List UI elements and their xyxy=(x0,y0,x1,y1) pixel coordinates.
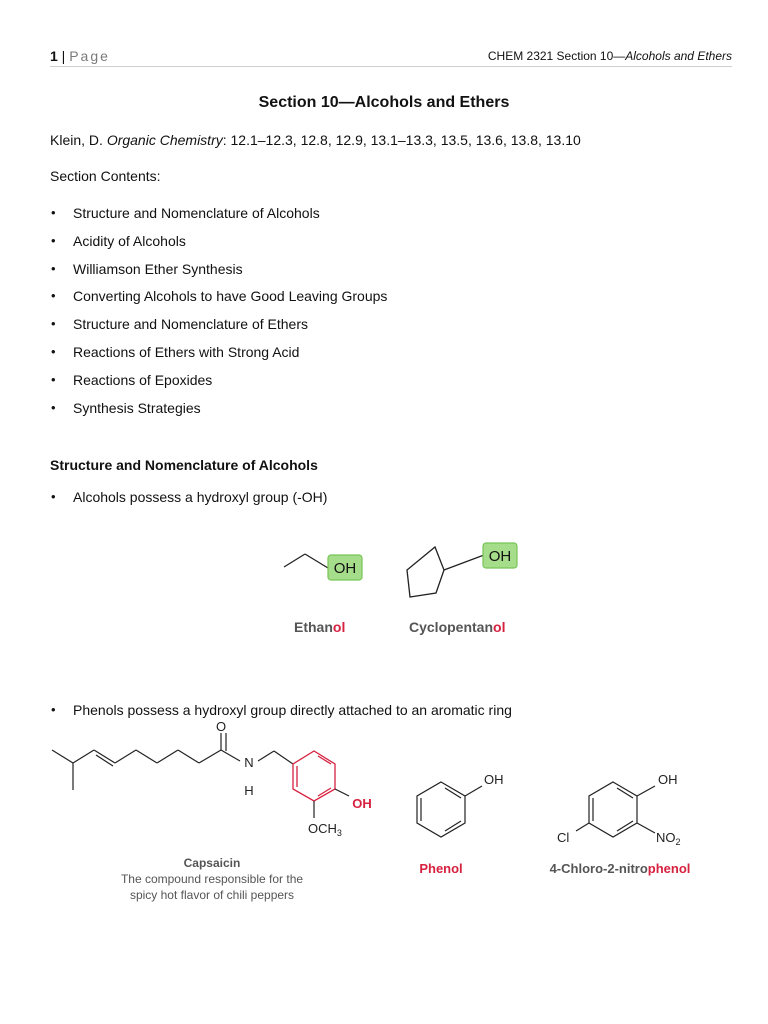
cyclopentanol-name: Cyclopentanol xyxy=(409,619,506,635)
methoxy-label: $OCH_3$ xyxy=(308,821,342,838)
amide-h-label: H xyxy=(244,783,254,798)
list-item: • Williamson Ether Synthesis xyxy=(50,260,387,288)
capsaicin-description-2: spicy hot flavor of chili peppers xyxy=(129,888,295,902)
course-header: CHEM 2321 Section 10—Alcohols and Ethers xyxy=(487,49,732,63)
list-item: • Acidity of Alcohols xyxy=(50,232,387,260)
nitro-label: $NO_2$ xyxy=(656,830,681,847)
alcohol-structures-figure xyxy=(270,535,530,645)
phenol-structures-figure xyxy=(0,715,768,915)
capsaicin-name: Capsaicin xyxy=(183,856,241,870)
alcohols-bullet: • Alcohols possess a hydroxyl group (-OH) xyxy=(50,489,327,505)
cyclopentanol-oh-label: OH xyxy=(488,548,512,565)
page-title: Section 10—Alcohols and Ethers xyxy=(258,94,510,111)
carbonyl-o-label: O xyxy=(215,719,227,734)
list-item: • Structure and Nomenclature of Ethers xyxy=(50,315,387,343)
phenol-oh-label: OH xyxy=(484,772,504,787)
nitrophenol-oh-label: OH xyxy=(658,772,678,787)
phenol-name: Phenol xyxy=(419,861,463,876)
list-item: • Reactions of Epoxides xyxy=(50,371,387,399)
page-header xyxy=(50,46,732,67)
contents-label: Section Contents: xyxy=(50,168,161,184)
chloro-nitrophenol-name: 4-Chloro-2-nitrophenol xyxy=(549,861,691,876)
list-item: • Structure and Nomenclature of Alcohols xyxy=(50,204,387,232)
list-item: • Converting Alcohols to have Good Leaving Groups xyxy=(50,287,387,315)
ethanol-name: Ethanol xyxy=(294,619,346,635)
section-contents-list xyxy=(50,204,387,426)
amide-n-label: N xyxy=(244,755,254,770)
chloro-label: Cl xyxy=(557,830,570,845)
capsaicin-oh-label: OH xyxy=(352,796,372,811)
ethanol-oh-label: OH xyxy=(333,560,357,577)
page-number: 1 | Page xyxy=(50,48,110,64)
list-item: • Reactions of Ethers with Strong Acid xyxy=(50,343,387,371)
capsaicin-description-1: The compound responsible for the xyxy=(120,872,304,886)
phenols-bullet: • Phenols possess a hydroxyl group directly attached to an aromatic ring xyxy=(50,702,512,718)
section-heading: Structure and Nomenclature of Alcohols xyxy=(50,457,318,473)
list-item: • Synthesis Strategies xyxy=(50,399,387,427)
textbook-reference: Klein, D. Organic Chemistry: 12.1–12.3, 12.8, 12.9, 13.1–13.3, 13.5, 13.6, 13.8, 13.10 xyxy=(50,132,581,148)
